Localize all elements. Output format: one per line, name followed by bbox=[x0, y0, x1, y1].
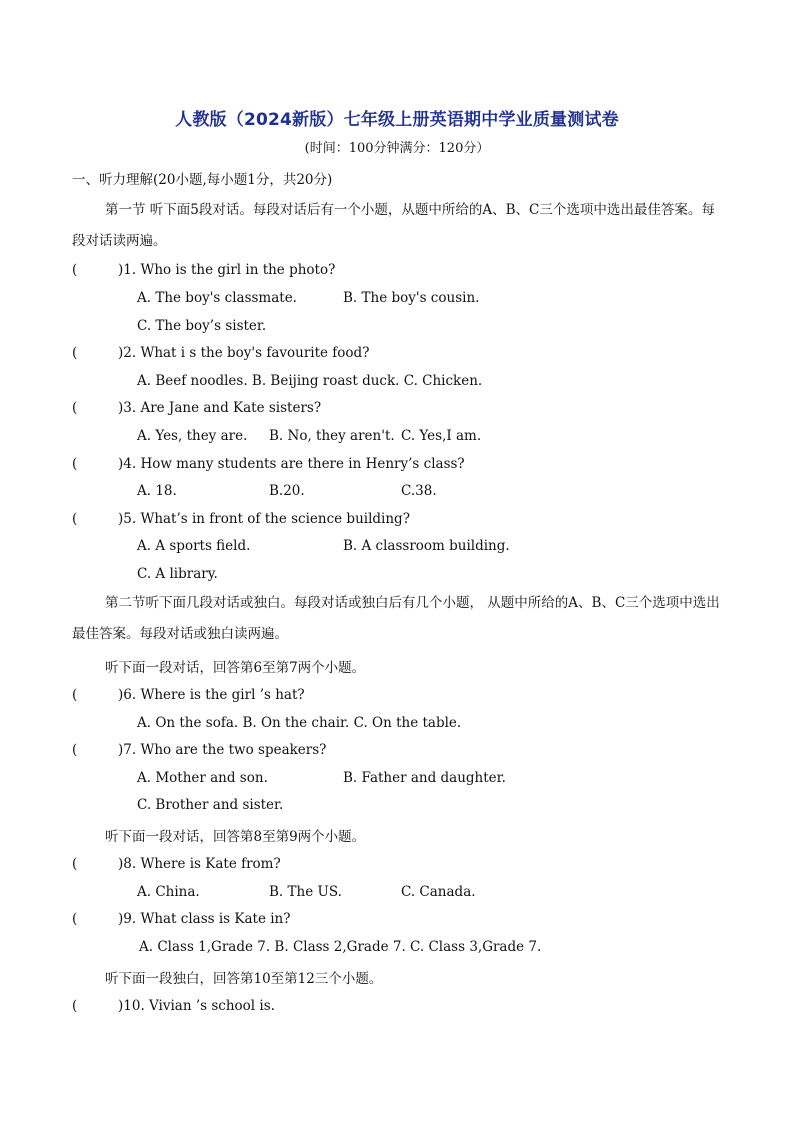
option: C. Canada. bbox=[401, 884, 476, 900]
option: A. Beef noodles. B. Beijing roast duck. C. Chicken. bbox=[137, 373, 483, 389]
question-text: )4. How many students are there in Henry’s class? bbox=[118, 456, 465, 472]
question-text: )1. Who is the girl in the photo? bbox=[118, 262, 336, 278]
answer-blank[interactable]: ( bbox=[72, 456, 78, 472]
option: B. A classroom building. bbox=[343, 538, 510, 554]
answer-blank[interactable]: ( bbox=[72, 262, 78, 278]
question-text: )5. What’s in front of the science building? bbox=[118, 511, 410, 527]
page-subtitle: (时间：100分钟满分：120分） bbox=[304, 141, 490, 156]
question-text: )8. Where is Kate from? bbox=[118, 856, 281, 872]
part1-instruction: 第一节 听下面5段对话。每段对话后有一个小题，从题中所给的A、B、C三个选项中选出最佳答案。每段对话读两遍。 bbox=[72, 202, 715, 249]
sub-instruction: 听下面一段独白，回答第10至第12三个小题。 bbox=[105, 971, 383, 987]
option: B. No, they aren't. bbox=[269, 428, 395, 444]
option: A. Yes, they are. bbox=[137, 428, 248, 444]
option: A. 18. bbox=[137, 483, 177, 499]
option: A. Class 1,Grade 7. B. Class 2,Grade 7. C. Class 3,Grade 7. bbox=[139, 939, 542, 955]
question-text: )7. Who are the two speakers? bbox=[118, 742, 327, 758]
answer-blank[interactable]: ( bbox=[72, 911, 78, 927]
option: A. A sports field. bbox=[137, 538, 251, 554]
section-heading: 一、听力理解(20小题,每小题1分，共20分) bbox=[72, 172, 333, 188]
question-text: )9. What class is Kate in? bbox=[118, 911, 291, 927]
option: A. On the sofa. B. On the chair. C. On the table. bbox=[137, 715, 462, 731]
option: B. The boy's cousin. bbox=[343, 290, 480, 306]
option: C.38. bbox=[401, 483, 437, 499]
sub-instruction: 听下面一段对话，回答第6至第7两个小题。 bbox=[105, 660, 366, 676]
question-text: )3. Are Jane and Kate sisters? bbox=[118, 400, 322, 416]
option: B. The US. bbox=[269, 884, 342, 900]
option: C. A library. bbox=[137, 566, 218, 582]
option: C. The boy’s sister. bbox=[137, 318, 267, 334]
answer-blank[interactable]: ( bbox=[72, 511, 78, 527]
option: A. China. bbox=[137, 884, 200, 900]
answer-blank[interactable]: ( bbox=[72, 856, 78, 872]
option: C. Yes,I am. bbox=[401, 428, 482, 444]
answer-blank[interactable]: ( bbox=[72, 345, 78, 361]
option: B.20. bbox=[269, 483, 305, 499]
option: B. Father and daughter. bbox=[343, 770, 506, 786]
question-text: )2. What i s the boy's favourite food? bbox=[118, 345, 370, 361]
answer-blank[interactable]: ( bbox=[72, 998, 78, 1014]
answer-blank[interactable]: ( bbox=[72, 687, 78, 703]
question-text: )10. Vivian ’s school is. bbox=[118, 998, 275, 1014]
question-text: )6. Where is the girl ’s hat? bbox=[118, 687, 305, 703]
page-title: 人教版（2024新版）七年级上册英语期中学业质量测试卷 bbox=[175, 110, 619, 130]
option: A. Mother and son. bbox=[137, 770, 268, 786]
option: A. The boy's classmate. bbox=[137, 290, 297, 306]
answer-blank[interactable]: ( bbox=[72, 742, 78, 758]
sub-instruction: 听下面一段对话，回答第8至第9两个小题。 bbox=[105, 829, 366, 845]
part2-instruction: 第二节听下面几段对话或独白。每段对话或独白后有几个小题， 从题中所给的A、B、C三个选项中选出最佳答案。每段对话或独白读两遍。 bbox=[72, 595, 720, 642]
answer-blank[interactable]: ( bbox=[72, 400, 78, 416]
option: C. Brother and sister. bbox=[137, 797, 284, 813]
